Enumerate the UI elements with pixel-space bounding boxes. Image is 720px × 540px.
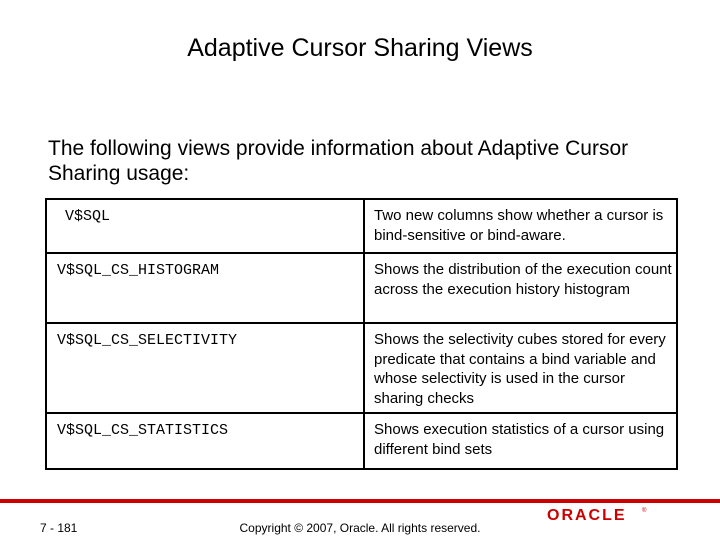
view-description-cell: Shows the distribution of the execution count across the execution history histogram — [365, 254, 676, 322]
oracle-logo-wordmark: ORACLE — [547, 507, 627, 524]
footer-divider — [0, 499, 720, 503]
view-name-cell: V$SQL_CS_SELECTIVITY — [47, 324, 363, 412]
view-name-cell: V$SQL_CS_STATISTICS — [47, 414, 363, 468]
view-name-cell: V$SQL_CS_HISTOGRAM — [47, 254, 363, 322]
view-description-cell: Shows execution statistics of a cursor using different bind sets — [365, 414, 676, 468]
page-number: 7 - 181 — [40, 521, 78, 535]
registered-mark: ® — [642, 508, 647, 514]
view-description-cell: Two new columns show whether a cursor is bind-sensitive or bind-aware. — [365, 200, 676, 252]
slide-title: Adaptive Cursor Sharing Views — [187, 34, 533, 62]
copyright-notice: Copyright © 2007, Oracle. All rights reserved. — [239, 521, 481, 535]
intro-text: The following views provide information about Adaptive Cursor Sharing usage: — [48, 137, 629, 185]
views-table — [45, 198, 678, 470]
view-name-cell: V$SQL — [47, 200, 363, 252]
view-description-cell: Shows the selectivity cubes stored for every predicate that contains a bind variable and whose selectivity is used in the cursor sharing checks — [365, 324, 676, 412]
